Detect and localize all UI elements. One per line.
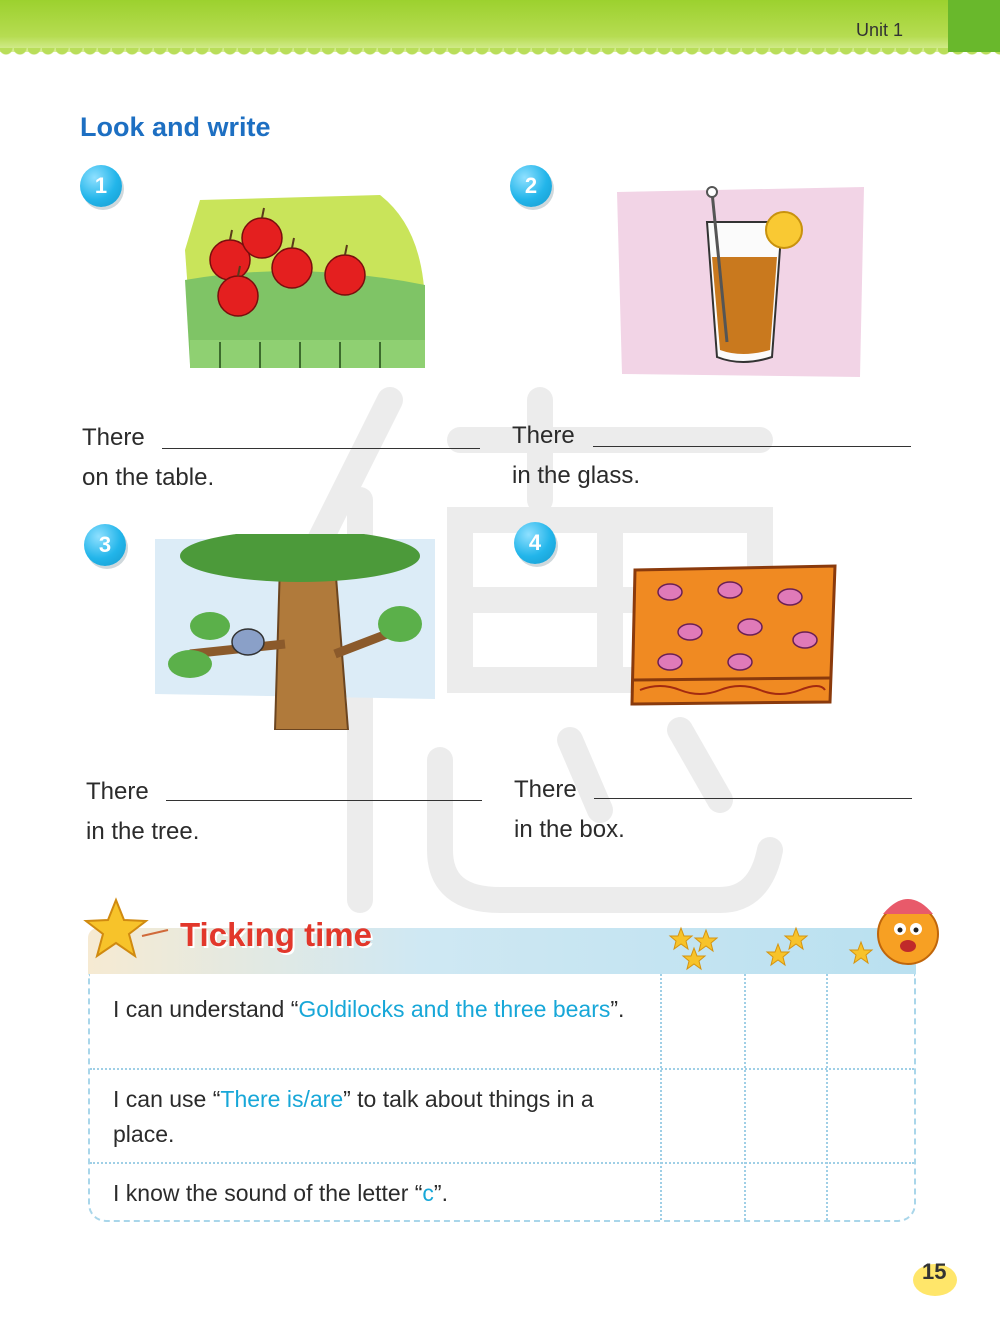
tick-cell-row1-col2[interactable]	[746, 976, 824, 1066]
tick-cell-row3-col3[interactable]	[828, 1164, 912, 1218]
apples-on-table-illustration	[180, 190, 430, 370]
ticking-item-2-suffix: ” to talk about things in a place.	[113, 1086, 594, 1147]
ticking-item-1-highlight: Goldilocks and the three bears	[298, 996, 611, 1022]
juice-glass-illustration	[612, 182, 870, 382]
exercise-1-answer-line[interactable]	[162, 448, 480, 449]
unit-label: Unit 1	[856, 20, 904, 40]
ticking-item-3-suffix: ”.	[433, 1180, 448, 1206]
page-number: 15	[922, 1259, 947, 1284]
exercise-3-answer-line[interactable]	[166, 800, 482, 801]
exercise-number-badge: 4	[514, 522, 556, 564]
ticking-item-2-highlight: There is/are	[220, 1086, 344, 1112]
exercise-4-end: in the box.	[514, 816, 625, 843]
ticking-item-1-suffix: ”.	[610, 996, 625, 1022]
exercise-4-answer-line[interactable]	[594, 798, 912, 799]
top-decorative-band	[0, 0, 1000, 52]
rating-stars-icon	[666, 924, 886, 972]
ticking-item-3	[113, 1176, 633, 1211]
bird-in-tree-illustration	[150, 534, 440, 730]
tick-cell-row1-col1[interactable]	[662, 976, 742, 1066]
exercise-number-badge: 2	[510, 165, 552, 207]
round-mascot-icon	[858, 884, 956, 974]
tick-cell-row1-col3[interactable]	[828, 976, 912, 1066]
ticking-item-3-prefix: I know the sound of the letter “	[113, 1180, 423, 1206]
tick-cell-row2-col2[interactable]	[746, 1070, 824, 1160]
tick-cell-row2-col3[interactable]	[828, 1070, 912, 1160]
exercise-2-answer-line[interactable]	[593, 446, 911, 447]
tick-cell-row3-col1[interactable]	[662, 1164, 742, 1218]
exercise-2-end: in the glass.	[512, 462, 641, 489]
exercise-3-start: There	[86, 778, 149, 805]
sweets-box-illustration	[630, 562, 840, 710]
exercise-number-badge: 1	[80, 165, 122, 207]
unit-tab	[948, 0, 1000, 52]
tick-cell-row3-col2[interactable]	[746, 1164, 824, 1218]
ticking-item-1	[113, 992, 633, 1027]
exercise-1-end: on the table.	[82, 464, 215, 491]
ticking-item-1-prefix: I can understand “	[113, 996, 299, 1022]
star-mascot-icon	[82, 896, 174, 962]
tick-cell-row2-col1[interactable]	[662, 1070, 742, 1160]
ticking-item-2	[113, 1082, 633, 1152]
ticking-time-title: Ticking time	[180, 916, 372, 953]
section-title: Look and write	[80, 112, 271, 142]
exercise-4-start: There	[514, 776, 577, 803]
exercise-3-end: in the tree.	[86, 818, 200, 845]
ticking-item-3-highlight: c	[422, 1180, 434, 1206]
ticking-item-2-prefix: I can use “	[113, 1086, 221, 1112]
exercise-number-badge: 3	[84, 524, 126, 566]
exercise-1-start: There	[82, 424, 145, 451]
exercise-2-start: There	[512, 422, 575, 449]
